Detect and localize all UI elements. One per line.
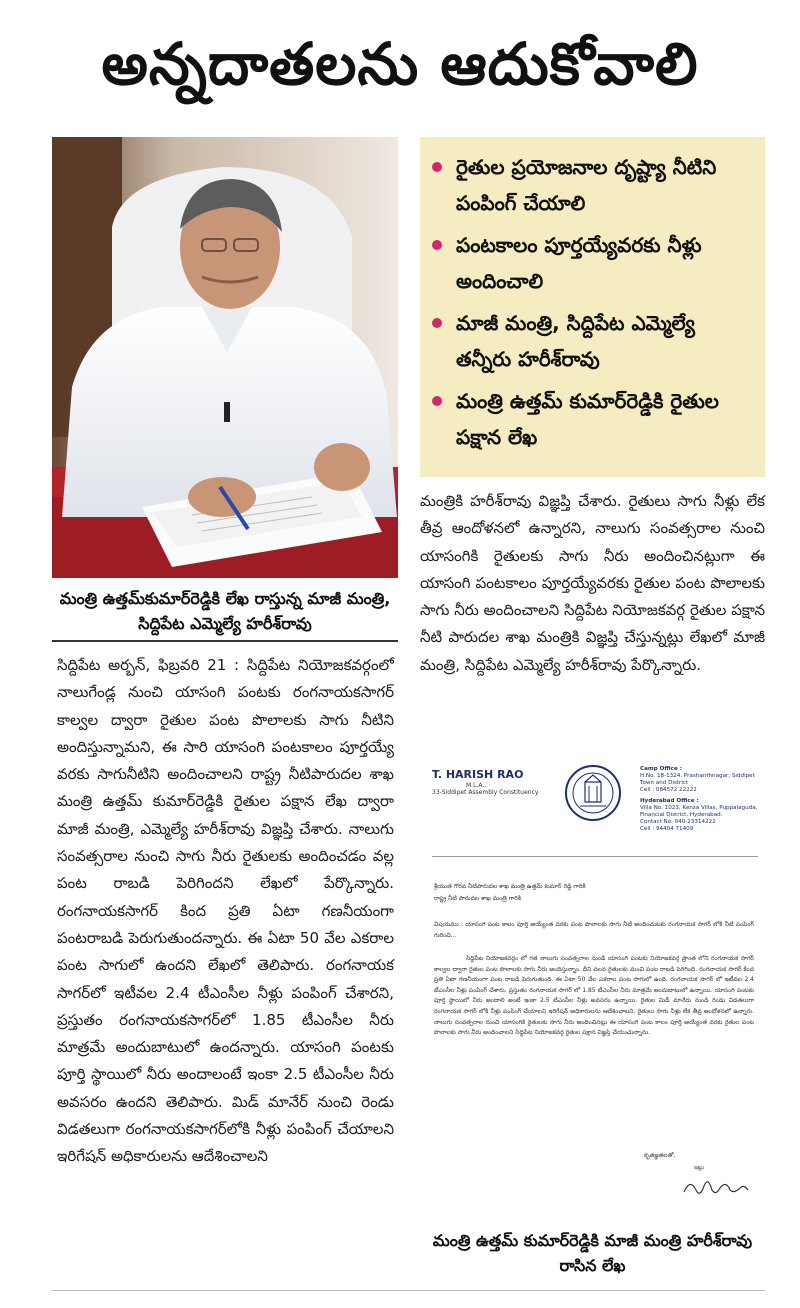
hyd-office-contact: Contact No. 040-23314222 <box>640 819 716 825</box>
bullet-icon <box>432 240 442 250</box>
letterhead-name: T. HARISH RAO <box>432 768 524 781</box>
photo-illustration <box>52 137 398 578</box>
letter-salutation-2: రాష్ట్ర నీటి పారుదల శాఖ మంత్రి గారికి <box>434 895 521 902</box>
letterhead-title-line2: 33-Siddipet Assembly Constituency <box>432 789 539 796</box>
highlight-item <box>432 227 755 299</box>
letter-caption: మంత్రి ఉత్తమ్‌ కుమార్‌రెడ్డికి మాజీ మంత్రి హరీశ్‌రావు రాసిన లేఖ <box>432 1231 753 1275</box>
caption-divider <box>52 640 398 642</box>
highlight-item <box>432 305 755 377</box>
hyd-office-cell: Cell : 94404 71409 <box>640 826 694 832</box>
letter-subject: విషయము : యాసంగి పంట కాలం పూర్తి అయ్యేంత వరకు పంట పొలాలకు సాగు నీటి అందించుటకు రంగనాయక సాగర్‌ లోకి నీటి పంపింగ్‌ గురించి... <box>434 921 754 939</box>
highlight-item <box>432 149 755 221</box>
letterhead-rule <box>432 856 758 857</box>
letter-image <box>418 760 768 1228</box>
signature-label: ఇట్లు <box>694 1165 704 1171</box>
letterhead-offices <box>640 766 764 833</box>
letterhead-title-line1: M.L.A., <box>466 782 487 789</box>
bottom-rule <box>52 1290 765 1291</box>
camp-office-address: H.No. 18-1324, Prashanthnagar, Siddipet Town and District <box>640 773 755 786</box>
bullet-icon <box>432 318 442 328</box>
news-photo <box>52 137 398 578</box>
highlights-box <box>420 137 765 477</box>
letter-closing: కృతజ్ఞతలతో, <box>644 1152 676 1159</box>
letter-paragraph: సిద్దిపేట నియోజకవర్గం లో గత నాలుగు సంవత్సరాల నుండి యాసంగి పంటకు నియోజకవర్గ ప్రాంత లోని రంగనాయక సాగర్‌ కాల్వల ద్వారా రైతుల పంట పొలాలకు సాగు నీరు అందిస్తున్నాం. దీని వలన రైతులకు మంచి పంట రాబడి పెరిగింది. రంగనాయక సాగర్‌ కింద ప్రతి ఏటా గణనీయంగా పంట రాబడి పెరుగుతుంది. ఈ ఏటా 50 వేల ఎకరాల పంట సాగులో ఉంది. రంగనాయక సాగర్‌ లో ఇటీవల 2.4 టీఎంసీల నీళ్లు పంపింగ్‌ చేశారు. ప్రస్తుతం రంగనాయక సాగర్‌ లో 1.85 టీఎంసీల నీరు మాత్రమే అందుబాటులో ఉన్నాయి. యాసంగి పంటకు పూర్తి స్థాయిలో నీరు అందాలి అంటే ఇంకా 2.5 టీఎంసీల నీళ్లు అవసరం ఉన్నాయి. రైతుల మిడ్‌ మానేరు నుండి రెండు విడతలుగా రంగనాయక సాగర్‌ లోకి నీళ్లు పంపింగ్‌ చేయాలని ఇరిగేషన్‌ అధికారులను ఆదేశించాలని. రైతులు సాగు నీళ్లు లేక తీవ్ర ఆందోళనలో ఉన్నారు. నాలుగు సంవత్సరాల నుంచి యాసంగికి రైతులకు సాగు నీరు అందించినట్లు ఈ యాసంగి పంట కాలం పూర్తి అయ్యేంత వరకు రైతుల పంట పొలాలకు సాగు నీరు అందించాలని సిద్దిపేట నియోజకవర్గ రైతుల పక్షాన విజ్ఞప్తి చేయుచున్నాను. <box>434 955 754 1037</box>
highlight-text: పంటకాలం పూర్తయ్యేవరకు నీళ్లు అందించాలి <box>456 233 702 293</box>
signature-icon <box>680 1172 752 1202</box>
seal-icon <box>564 764 622 822</box>
photo-caption: మంత్రి ఉత్తమ్‌కుమార్‌రెడ్డికి లేఖ రాస్తున్న మాజీ మంత్రి, సిద్దిపేట ఎమ్మెల్యే హరీశ్‌రావు <box>59 589 391 633</box>
camp-office-label: Camp Office : <box>640 766 682 772</box>
bullet-icon <box>432 396 442 406</box>
bullet-icon <box>432 162 442 172</box>
letter-salutation: శ్రీయుత గౌరవ నీటిపారుదల శాఖ మంత్రి ఉత్తమ్‌ కుమార్‌ రెడ్డి గారికి <box>434 883 586 890</box>
highlight-text: రైతుల ప్రయోజనాల దృష్ట్యా నీటిని పంపింగ్‌ చేయాలి <box>456 155 717 215</box>
highlight-text: మాజీ మంత్రి, సిద్దిపేట ఎమ్మెల్యే తన్నీరు హరీశ్‌రావు <box>456 311 695 371</box>
article-body-right: మంత్రికి హరీశ్‌రావు విజ్ఞప్తి చేశారు. రైతులు సాగు నీళ్లు లేక తీవ్ర ఆందోళనలో ఉన్నారని, నాలుగు సంవత్సరాల నుంచి యాసంగికి రైతులకు సాగు నీరు అందించినట్లుగా ఈ యాసంగి పంటకాలం పూర్తయ్యేవరకు రైతుల పంట పొలాలకు సాగు నీరు అందించాలని సిద్దిపేట నియోజకవర్గ రైతుల పక్షాన నీటి పారుదల శాఖ మంత్రికి విజ్ఞప్తి చేస్తున్నట్లు లేఖలో మాజీ మంత్రి, సిద్దిపేట ఎమ్మెల్యే హరీశ్‌రావు పేర్కొన్నారు. <box>420 492 765 674</box>
highlight-text: మంత్రి ఉత్తమ్‌ కుమార్‌రెడ్డికి రైతుల పక్షాన లేఖ <box>456 389 719 449</box>
headline: అన్నదాతలను ఆదుకోవాలి <box>101 30 699 98</box>
hyd-office-label: Hyderabad Office : <box>640 798 699 804</box>
article-body-left: సిద్దిపేట అర్బన్‌, ఫిబ్రవరి 21 : సిద్దిపేట నియోజకవర్గంలో నాలుగేండ్ల నుంచి యాసంగి పంటకు రంగనాయకసాగర్‌ కాల్వల ద్వారా రైతుల పంట పొలాలకు సాగు నీటిని అందిస్తున్నామని, ఈ సారి యాసంగి పంటకాలం పూర్తయ్యే వరకు సాగునీటిని అందించాలని రాష్ట్ర నీటిపారుదల శాఖ మంత్రి ఉత్తమ్‌ కుమార్‌రెడ్డికి రైతుల పక్షాన లేఖ ద్వారా మాజీ మంత్రి, ఎమ్మెల్యే హరీశ్‌రావు విజ్ఞప్తి చేశారు. నాలుగు సంవత్సరాల నుంచి సాగు నీరు రైతులకు అందించడం వల్ల పంట రాబడి పెరిగిందని లేఖలో పేర్కొన్నారు. రంగనాయకసాగర్‌ కింద ప్రతి ఏటా గణనీయంగా పంటరాబడి పెరుగుతుందన్నారు. ఈ ఏటా 50 వేల ఎకరాల పంట సాగులో ఉందని లేఖలో తెలిపారు. రంగనాయక సాగర్‌లో ఇటీవల 2.4 టీఎంసీల నీళ్లు పంపింగ్‌ చేశారని, ప్రస్తుతం రంగనాయకసాగర్‌లో 1.85 టీఎంసీల నీరు మాత్రమే అందుబాటులో ఉందన్నారు. యాసంగి పంటకు పూర్తి స్థాయిలో నీరు అందాలంటే ఇంకా 2.5 టీఎంసీల నీరు అవసరం ఉందని తెలిపారు. మిడ్‌ మానేర్‌ నుంచి రెండు విడతలుగా రంగనాయకసాగర్‌లోకి నీళ్లు పంపింగ్‌ చేయాలని ఇరిగేషన్‌ అధికారులను ఆదేశించాలని <box>57 656 394 1166</box>
hyd-office-address: Villa No. 1023, Kenza Villas, Puppalaguda, Financial District, Hyderabad. <box>640 805 758 818</box>
highlight-item <box>432 383 755 455</box>
letterhead-title <box>432 782 538 796</box>
camp-office-cell: Cell : 084572 22222 <box>640 787 697 793</box>
